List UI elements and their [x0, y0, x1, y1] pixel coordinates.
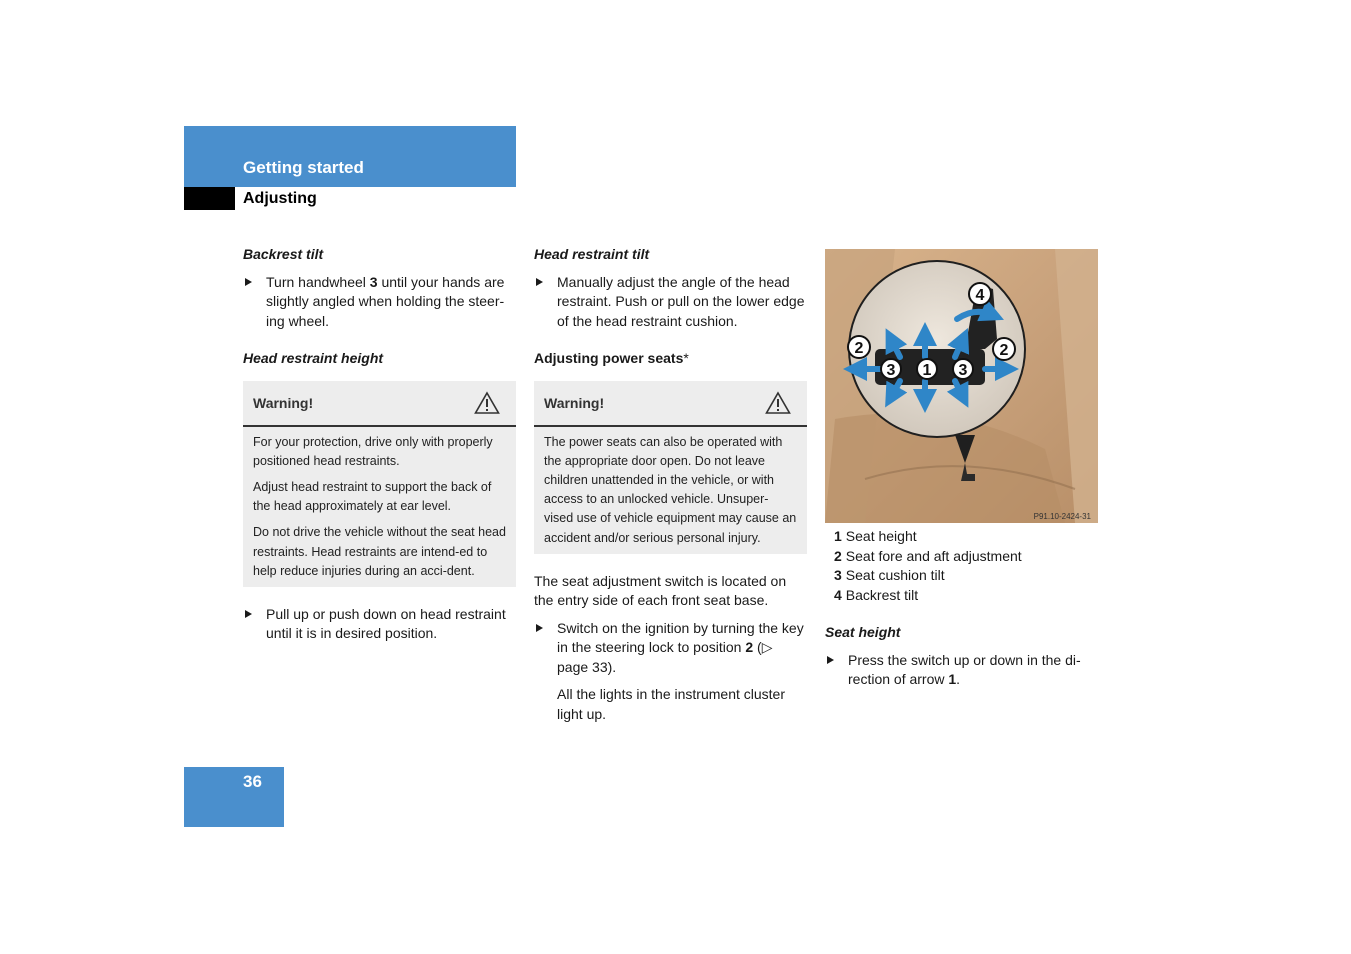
warning-paragraph: Do not drive the vehicle without the seat head restraints. Head restraints are intend-ed to help reduce injuries during an acci-dent.	[253, 525, 506, 578]
svg-text:2: 2	[999, 342, 1009, 359]
warning-title: Warning!	[253, 394, 314, 411]
callout-4	[969, 283, 991, 305]
svg-text:1: 1	[922, 362, 932, 379]
callout-3-right	[953, 359, 973, 379]
backrest-tilt-heading: Backrest tilt	[243, 246, 324, 262]
warning-body	[534, 427, 807, 554]
callout-1	[917, 359, 937, 379]
bullet-triangle-icon	[827, 656, 834, 664]
svg-text:3: 3	[886, 362, 896, 379]
head-restraint-height-heading: Head restraint height	[243, 350, 384, 366]
legend	[825, 527, 1098, 605]
chapter-title: Getting started	[243, 158, 364, 177]
callout-2-left	[848, 336, 870, 358]
legend-item: 1 Seat height	[834, 528, 917, 544]
warning-header	[534, 381, 807, 427]
bullet-triangle-icon	[245, 278, 252, 286]
warning-triangle-icon	[765, 391, 791, 415]
svg-text:3: 3	[958, 362, 968, 379]
page-number: 36	[243, 772, 262, 791]
seat-height-heading: Seat height	[825, 624, 901, 640]
warning-box	[534, 381, 807, 554]
warning-header	[243, 381, 516, 427]
legend-item: 3 Seat cushion tilt	[834, 567, 945, 583]
column-middle	[534, 245, 807, 724]
seat-height-step: Press the switch up or down in the di-rection of arrow 1.	[825, 651, 1098, 690]
legend-item: 2 Seat fore and aft adjustment	[834, 547, 1022, 564]
column-left	[243, 245, 516, 644]
tilt-step: Manually adjust the angle of the head restraint. Push or pull on the lower edge of the head restraint cushion.	[534, 273, 807, 332]
switch-location-text: The seat adjustment switch is located on the entry side of each front seat base.	[534, 572, 787, 609]
power-seats-heading: Adjusting power seats*	[534, 350, 689, 366]
section-title: Adjusting	[243, 190, 317, 207]
seat-switch-diagram	[825, 249, 1098, 523]
warning-box	[243, 381, 516, 587]
callout-2-right	[993, 338, 1015, 360]
legend-item: 4 Backrest tilt	[834, 586, 919, 603]
warning-title: Warning!	[544, 394, 605, 411]
warning-paragraph: Adjust head restraint to support the back of the head approximately at ear level.	[253, 479, 492, 514]
ignition-step: Switch on the ignition by turning the key in the steering lock to position 2 (▷ page 33).	[534, 619, 807, 678]
svg-text:2: 2	[854, 340, 864, 357]
head-restraint-tilt-heading: Head restraint tilt	[534, 246, 650, 262]
column-right	[825, 249, 1098, 690]
callout-3-left	[881, 359, 901, 379]
page-number-box	[184, 767, 284, 827]
lights-text: All the lights in the instrument cluster light up.	[557, 686, 785, 722]
backrest-step: Turn handwheel 3 until your hands are slightly angled when holding the steer-ing wheel.	[243, 273, 516, 332]
section-marker	[184, 187, 235, 210]
image-code: P91.10-2424-31	[1033, 512, 1091, 521]
pull-step: Pull up or push down on head restraint until it is in desired position.	[243, 605, 516, 644]
warning-triangle-icon	[474, 391, 500, 415]
bullet-triangle-icon	[245, 610, 252, 618]
warning-paragraph: The power seats can also be operated with the appropriate door open. Do not leave children unattended in the vehicle, or with access to an unlocked vehicle. Unsuper-vised use of vehicle equipment may cause an accident and/or serious personal injury.	[544, 434, 797, 545]
svg-text:4: 4	[975, 287, 985, 304]
warning-paragraph: For your protection, drive only with properly positioned head restraints.	[253, 434, 493, 468]
warning-body	[243, 427, 516, 587]
bullet-triangle-icon	[536, 278, 543, 286]
bullet-triangle-icon	[536, 624, 543, 632]
